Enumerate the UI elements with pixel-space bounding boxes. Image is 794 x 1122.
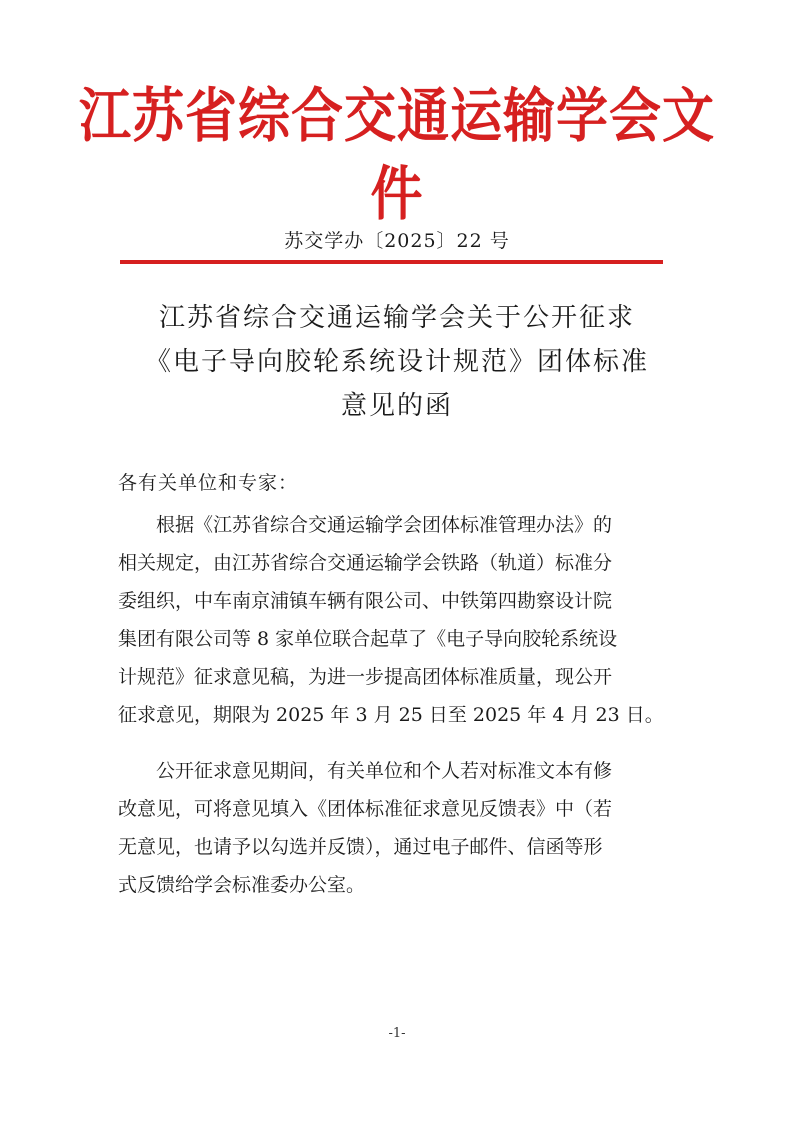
salutation: 各有关单位和专家： [118,472,299,494]
paragraph-line: 委组织，中车南京浦镇车辆有限公司、中铁第四勘察设计院 [118,590,613,612]
paragraph-line: 无意见，也请予以勾选并反馈），通过电子邮件、信函等形 [118,836,603,858]
paragraph-line: 公开征求意见期间，有关单位和个人若对标准文本有修 [118,760,613,782]
document-header-title: 江苏省综合交通运输学会文件 [78,82,715,229]
paragraph-line: 改意见，可将意见填入《团体标准征求意见反馈表》中（若 [118,798,613,820]
paragraph-line: 计规范》征求意见稿，为进一步提高团体标准质量，现公开 [118,666,613,688]
subject-line: 《电子导向胶轮系统设计规范》团体标准 [144,347,649,377]
paragraph-line: 根据《江苏省综合交通运输学会团体标准管理办法》的 [118,514,613,536]
subject-line: 意见的函 [340,391,453,421]
red-divider-line [120,260,663,264]
page-number: -1- [388,1026,406,1041]
body-paragraph-2 [118,752,674,904]
paragraph-line: 式反馈给学会标准委办公室。 [118,874,366,896]
document-number: 苏交学办〔2025〕22 号 [284,230,510,252]
paragraph-line: 集团有限公司等 8 家单位联合起草了《电子导向胶轮系统设 [118,628,618,650]
document-subject [90,296,704,428]
body-paragraph-1 [118,506,674,734]
subject-line: 江苏省综合交通运输学会关于公开征求 [158,303,635,333]
paragraph-line: 相关规定，由江苏省综合交通运输学会铁路（轨道）标准分 [118,552,613,574]
paragraph-line: 征求意见，期限为 2025 年 3 月 25 日至 2025 年 4 月 23 日。 [118,704,664,726]
